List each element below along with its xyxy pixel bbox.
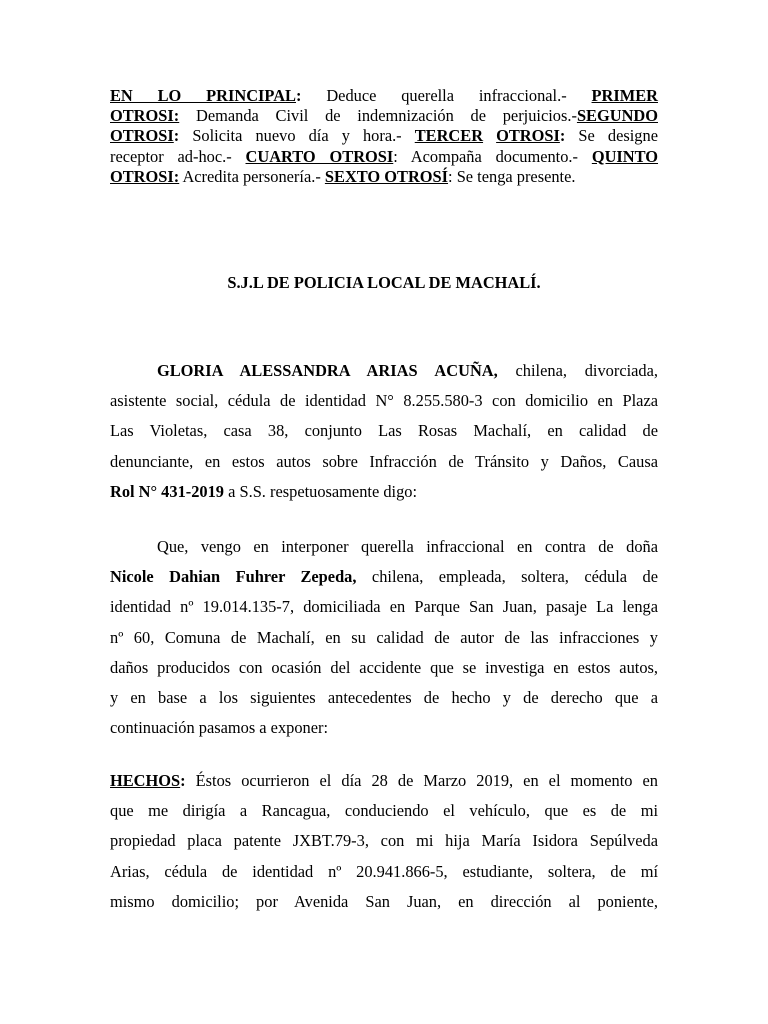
case-number: Rol N° 431-2019 — [110, 481, 224, 501]
sexto-otrosi-text: Se tenga presente. — [456, 166, 576, 186]
primer-otrosi-label-b: OTROSI: — [110, 106, 180, 126]
document-summary-header — [110, 86, 658, 187]
court-heading: S.J.L DE POLICIA LOCAL DE MACHALÍ. — [227, 273, 541, 292]
tercer-otrosi-label-b: OTROSI — [496, 126, 560, 146]
defendant-name: Nicole Dahian Fuhrer Zepeda, — [110, 567, 357, 587]
cuarto-otrosi-text: Acompaña documento.- — [410, 146, 578, 166]
appearance-paragraph: GLORIA ALESSANDRA ARIAS ACUÑA, chilena, divorciada, asistente social, cédula de identidad N° 8.255.580-3 con domicilio en Plaza Las Violetas, casa 38, conjunto Las Rosas Machalí, en calidad de denunciante, en estos autos sobre Infracción de Tránsito y Daños, Causa Rol N° 431-2019 a S.S. respetuosamente digo: — [110, 361, 658, 501]
claimant-name: GLORIA ALESSANDRA ARIAS ACUÑA, — [157, 361, 498, 380]
cuarto-otrosi-label: CUARTO OTROSI — [245, 146, 394, 166]
tercer-otrosi-label-a: TERCER — [414, 126, 484, 146]
summary-line-5: OTROSI: Acredita personería.- SEXTO OTROSÍ: Se tenga presente. — [110, 166, 576, 186]
facts-paragraph: HECHOS: Éstos ocurrieron el día 28 de Marzo 2019, en el momento en que me dirigía a Rancagua, conduciendo el vehículo, que es de mi propiedad placa patente JXBT.79-3, con mi hija María Isidora Sepúlveda Arias, cédula de identidad nº 20.941.866-5, estudiante, soltera, de mí mismo domicilio; por Avenida San Juan, en dirección al poniente, — [110, 771, 658, 911]
segundo-otrosi-label-b: OTROSI — [110, 126, 174, 146]
segundo-otrosi-text: Solicita nuevo día y hora.- — [192, 126, 402, 146]
summary-line-4: receptor ad-hoc.- CUARTO OTROSI: Acompaña documento.- QUINTO — [110, 146, 659, 166]
primer-otrosi-text: Demanda Civil de indemnización de perjuicios.- — [195, 106, 577, 126]
summary-line-2 — [110, 106, 658, 126]
en-lo-principal-label: EN LO PRINCIPAL — [110, 86, 296, 105]
quinto-otrosi-label-a: QUINTO — [591, 146, 659, 166]
primer-otrosi-label-a: PRIMER — [591, 86, 658, 105]
complaint-paragraph: Que, vengo en interponer querella infraccional en contra de doña Nicole Dahian Fuhrer Zepeda, chilena, empleada, soltera, cédula de identidad nº 19.014.135-7, domiciliada en Parque San Juan, pasaje La lenga nº 60, Comuna de Machalí, en su calidad de autor de las infracciones y daños producidos con ocasión del accidente que se investiga en estos autos, y en base a los siguientes antecedentes de hecho y de derecho que a continuación pasamos a exponer: — [110, 537, 658, 738]
quinto-otrosi-text: Acredita personería.- — [182, 166, 321, 186]
quinto-otrosi-label-b: OTROSI: — [110, 166, 180, 186]
sexto-otrosi-label: SEXTO OTROSÍ — [324, 166, 449, 186]
en-lo-principal-text: Deduce querella infraccional.- — [326, 86, 567, 105]
summary-line-3: OTROSI: Solicita nuevo día y hora.- TERCER OTROSI: Se designe — [110, 126, 658, 146]
facts-label: HECHOS — [110, 771, 181, 790]
segundo-otrosi-label-a: SEGUNDO — [576, 106, 658, 126]
summary-line-1: EN LO PRINCIPAL: Deduce querella infraccional.- PRIMER — [110, 86, 658, 105]
